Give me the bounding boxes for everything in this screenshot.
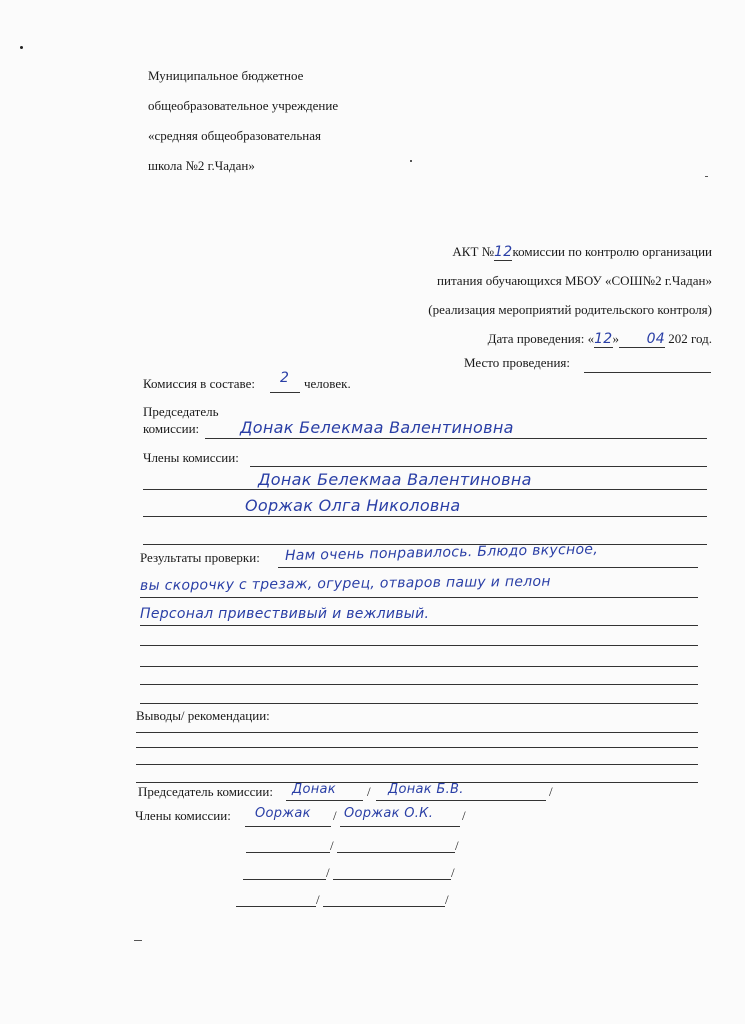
act-place-label: Место проведения: bbox=[464, 355, 571, 370]
signature-member-sign-line-2 bbox=[246, 852, 330, 853]
chairman-label-line-1: Председатель bbox=[143, 404, 219, 419]
signature-separator: / bbox=[451, 865, 455, 880]
signature-separator: / bbox=[316, 892, 320, 907]
results-blank-line-1 bbox=[278, 567, 698, 568]
act-title-line-3: (реализация мероприятий родительского контроля) bbox=[428, 302, 712, 317]
signature-separator: / bbox=[333, 808, 337, 823]
signature-separator: / bbox=[326, 865, 330, 880]
results-blank-line-6 bbox=[140, 684, 698, 685]
commission-count-handwritten: 2 bbox=[280, 370, 290, 386]
results-blank-line-7 bbox=[140, 703, 698, 704]
signature-separator: / bbox=[455, 838, 459, 853]
members-label: Члены комиссии: bbox=[143, 450, 239, 465]
scan-mark bbox=[705, 176, 708, 177]
act-title: АКТ №12комиссии по контролю организации bbox=[452, 244, 712, 260]
signature-chairman-sign-handwritten: Донак bbox=[292, 782, 336, 797]
signature-separator: / bbox=[367, 784, 371, 799]
signature-member-name-line-2 bbox=[337, 852, 455, 853]
signature-member-sign-line-1 bbox=[245, 826, 331, 827]
conclusions-blank-line-2 bbox=[136, 747, 698, 748]
act-date-month-handwritten: 04 bbox=[619, 331, 665, 348]
scan-speck bbox=[20, 46, 23, 49]
scan-speck bbox=[410, 160, 412, 162]
signature-separator: / bbox=[330, 838, 334, 853]
act-place-blank-line bbox=[584, 372, 711, 373]
results-blank-line-2 bbox=[140, 597, 698, 598]
chairman-label-line-2: комиссии: bbox=[143, 421, 200, 436]
member-1-name-handwritten: Донак Белекмаа Валентиновна bbox=[258, 470, 532, 489]
signature-chairman-sign-line bbox=[286, 800, 363, 801]
signature-member-name-handwritten: Ооржак О.К. bbox=[344, 806, 434, 821]
signature-separator: / bbox=[445, 892, 449, 907]
results-blank-line-4 bbox=[140, 645, 698, 646]
signature-members-label: Члены комиссии: bbox=[135, 808, 231, 823]
members-blank-line-2 bbox=[143, 489, 707, 490]
results-text-line-2-handwritten: вы скорочку с трезаж, огурец, отваров пашу и пелон bbox=[139, 573, 551, 594]
commission-size-suffix: человек. bbox=[304, 376, 351, 391]
chairman-name-handwritten: Донак Белекмаа Валентиновна bbox=[240, 418, 514, 437]
results-blank-line-5 bbox=[140, 666, 698, 667]
signature-member-name-line-1 bbox=[340, 826, 460, 827]
members-blank-line-1 bbox=[250, 466, 707, 467]
results-text-line-1-handwritten: Нам очень понравилось. Блюдо вкусное, bbox=[284, 541, 599, 564]
signature-separator: / bbox=[462, 808, 466, 823]
member-2-name-handwritten: Ооржак Олга Николовна bbox=[245, 496, 461, 515]
signature-member-sign-handwritten: Ооржак bbox=[255, 806, 311, 821]
school-header-line-2: общеобразовательное учреждение bbox=[148, 98, 339, 113]
results-label: Результаты проверки: bbox=[140, 550, 260, 565]
signature-member-sign-line-3 bbox=[243, 879, 326, 880]
act-date: Дата проведения: «12» 04 202 год. bbox=[487, 331, 712, 347]
signature-chairman-name-line bbox=[376, 800, 546, 801]
school-header-line-3: «средняя общеобразовательная bbox=[148, 128, 321, 143]
signature-separator: / bbox=[549, 784, 553, 799]
commission-size-blank-line bbox=[270, 392, 300, 393]
results-blank-line-3 bbox=[140, 625, 698, 626]
commission-size-label: Комиссия в составе: bbox=[143, 376, 255, 391]
conclusions-blank-line-3 bbox=[136, 764, 698, 765]
conclusions-blank-line-1 bbox=[136, 732, 698, 733]
signature-member-name-line-3 bbox=[333, 879, 451, 880]
members-blank-line-3 bbox=[143, 516, 707, 517]
school-header-line-4: школа №2 г.Чадан» bbox=[148, 158, 255, 173]
signature-member-sign-line-4 bbox=[236, 906, 316, 907]
act-date-day-handwritten: 12 bbox=[594, 331, 613, 347]
act-number-handwritten: 12 bbox=[494, 244, 513, 260]
chairman-blank-line bbox=[205, 438, 707, 439]
conclusions-label: Выводы/ рекомендации: bbox=[136, 708, 270, 723]
school-header-line-1: Муниципальное бюджетное bbox=[148, 68, 304, 83]
scan-mark bbox=[134, 940, 142, 941]
signature-member-name-line-4 bbox=[323, 906, 445, 907]
act-title-line-2: питания обучающихся МБОУ «СОШ№2 г.Чадан» bbox=[437, 273, 712, 288]
signature-chairman-label: Председатель комиссии: bbox=[138, 784, 273, 799]
results-text-line-3-handwritten: Персонал привествивый и вежливый. bbox=[140, 606, 430, 622]
signature-chairman-name-handwritten: Донак Б.В. bbox=[388, 782, 464, 797]
